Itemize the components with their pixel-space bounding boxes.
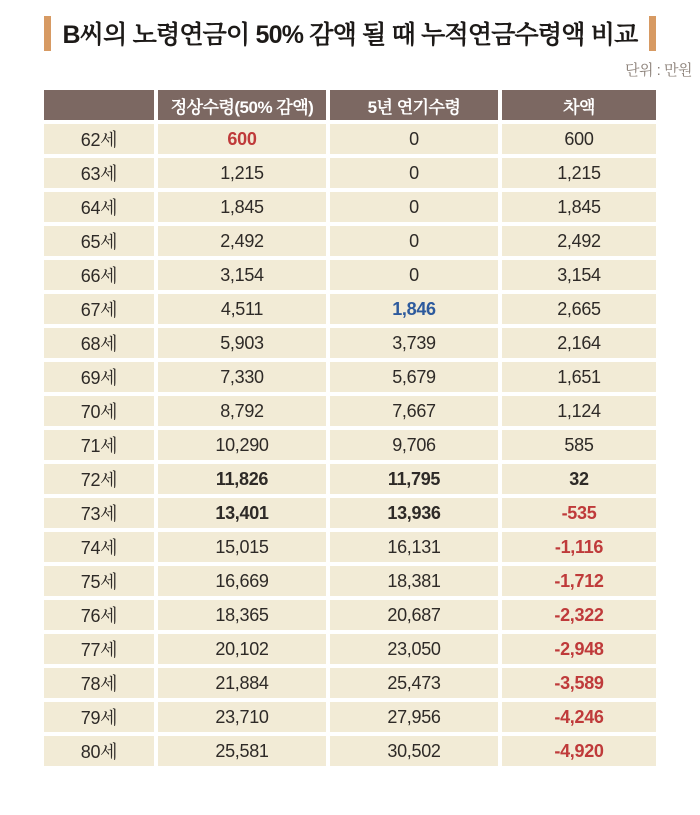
normal-cell: 16,669	[158, 566, 326, 596]
normal-cell: 20,102	[158, 634, 326, 664]
diff-cell: -2,948	[502, 634, 656, 664]
deferred-cell: 3,739	[330, 328, 498, 358]
age-cell: 73세	[44, 498, 154, 528]
title-accent-bar-right	[649, 16, 656, 51]
age-cell: 69세	[44, 362, 154, 392]
normal-cell: 1,845	[158, 192, 326, 222]
deferred-cell: 0	[330, 124, 498, 154]
table-row	[44, 736, 656, 766]
deferred-cell: 30,502	[330, 736, 498, 766]
diff-cell: -1,712	[502, 566, 656, 596]
age-cell: 72세	[44, 464, 154, 494]
deferred-cell: 0	[330, 158, 498, 188]
table-row	[44, 430, 656, 460]
age-cell: 65세	[44, 226, 154, 256]
deferred-cell: 0	[330, 260, 498, 290]
normal-cell: 10,290	[158, 430, 326, 460]
age-cell: 79세	[44, 702, 154, 732]
normal-cell: 11,826	[158, 464, 326, 494]
deferred-cell: 27,956	[330, 702, 498, 732]
diff-cell: -3,589	[502, 668, 656, 698]
deferred-cell: 7,667	[330, 396, 498, 426]
normal-cell: 25,581	[158, 736, 326, 766]
deferred-cell: 11,795	[330, 464, 498, 494]
normal-cell: 21,884	[158, 668, 326, 698]
normal-cell: 5,903	[158, 328, 326, 358]
age-cell: 62세	[44, 124, 154, 154]
table-row	[44, 294, 656, 324]
deferred-cell: 25,473	[330, 668, 498, 698]
diff-cell: 1,651	[502, 362, 656, 392]
age-cell: 80세	[44, 736, 154, 766]
normal-cell: 15,015	[158, 532, 326, 562]
normal-cell: 18,365	[158, 600, 326, 630]
normal-cell: 13,401	[158, 498, 326, 528]
age-cell: 64세	[44, 192, 154, 222]
diff-cell: 1,845	[502, 192, 656, 222]
diff-cell: 585	[502, 430, 656, 460]
table-row	[44, 328, 656, 358]
pension-table	[40, 86, 660, 770]
table-row	[44, 464, 656, 494]
deferred-cell: 9,706	[330, 430, 498, 460]
table-row	[44, 634, 656, 664]
table-header-diff: 차액	[502, 90, 656, 120]
normal-cell: 8,792	[158, 396, 326, 426]
age-cell: 74세	[44, 532, 154, 562]
age-cell: 67세	[44, 294, 154, 324]
normal-cell: 3,154	[158, 260, 326, 290]
diff-cell: -4,246	[502, 702, 656, 732]
age-cell: 78세	[44, 668, 154, 698]
age-cell: 75세	[44, 566, 154, 596]
age-cell: 68세	[44, 328, 154, 358]
deferred-cell: 13,936	[330, 498, 498, 528]
age-cell: 71세	[44, 430, 154, 460]
diff-cell: 2,492	[502, 226, 656, 256]
table-row	[44, 124, 656, 154]
table-row	[44, 498, 656, 528]
unit-label: 단위 : 만원	[625, 62, 692, 79]
table-header-deferred: 5년 연기수령	[330, 90, 498, 120]
diff-cell: -1,116	[502, 532, 656, 562]
table-header-age	[44, 90, 154, 120]
table-row	[44, 600, 656, 630]
deferred-cell: 5,679	[330, 362, 498, 392]
table-header-row	[44, 90, 656, 120]
diff-cell: 2,665	[502, 294, 656, 324]
table-header-normal: 정상수령(50% 감액)	[158, 90, 326, 120]
table-row	[44, 158, 656, 188]
diff-cell: 2,164	[502, 328, 656, 358]
table-row	[44, 566, 656, 596]
age-cell: 77세	[44, 634, 154, 664]
diff-cell: 1,215	[502, 158, 656, 188]
diff-cell: 3,154	[502, 260, 656, 290]
diff-cell: -4,920	[502, 736, 656, 766]
normal-cell: 4,511	[158, 294, 326, 324]
age-cell: 70세	[44, 396, 154, 426]
normal-cell: 7,330	[158, 362, 326, 392]
deferred-cell: 18,381	[330, 566, 498, 596]
title-row	[0, 13, 700, 53]
age-cell: 76세	[44, 600, 154, 630]
table-row	[44, 192, 656, 222]
deferred-cell: 16,131	[330, 532, 498, 562]
table-body	[44, 124, 656, 766]
diff-cell: -535	[502, 498, 656, 528]
diff-cell: 600	[502, 124, 656, 154]
normal-cell: 1,215	[158, 158, 326, 188]
table-row	[44, 668, 656, 698]
normal-cell: 23,710	[158, 702, 326, 732]
title-accent-bar-left	[44, 16, 51, 51]
age-cell: 66세	[44, 260, 154, 290]
table-row	[44, 532, 656, 562]
table-row	[44, 260, 656, 290]
table-row	[44, 226, 656, 256]
normal-cell: 2,492	[158, 226, 326, 256]
deferred-cell: 23,050	[330, 634, 498, 664]
deferred-cell: 0	[330, 226, 498, 256]
diff-cell: 32	[502, 464, 656, 494]
diff-cell: 1,124	[502, 396, 656, 426]
table-row	[44, 396, 656, 426]
age-cell: 63세	[44, 158, 154, 188]
table-row	[44, 362, 656, 392]
table-row	[44, 702, 656, 732]
deferred-cell: 1,846	[330, 294, 498, 324]
deferred-cell: 0	[330, 192, 498, 222]
page-title: B씨의 노령연금이 50% 감액 될 때 누적연금수령액 비교	[62, 21, 638, 49]
normal-cell: 600	[158, 124, 326, 154]
deferred-cell: 20,687	[330, 600, 498, 630]
diff-cell: -2,322	[502, 600, 656, 630]
